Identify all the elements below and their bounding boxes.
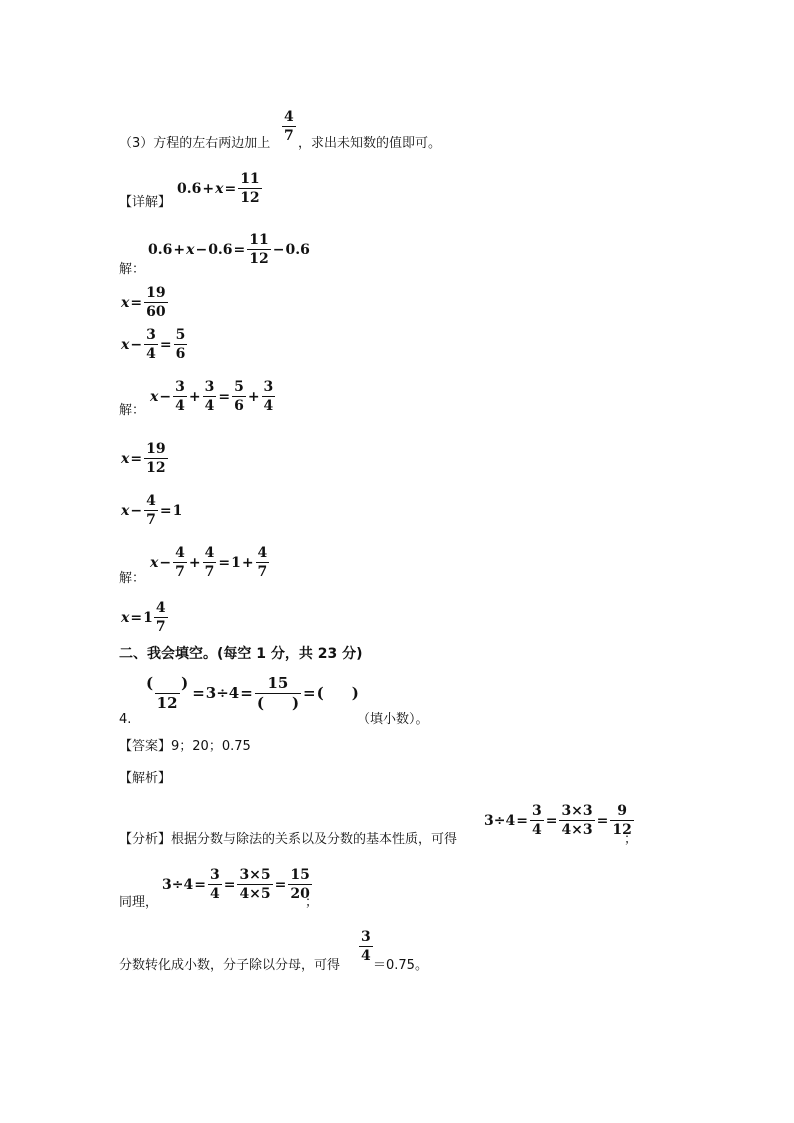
- equation-3-step: x − $\frac{4}{7}$ + $\frac{4}{7}$ = 1 + $\frac{4}{7}$: [150, 545, 268, 580]
- q4-equation: $\frac{( )}{12}$ = 3÷4 = $\frac{15}{( )}$ = ( ): [146, 674, 359, 712]
- equation-1-step: 0.6 + x − 0.6 = $\frac{11}{12}$ − 0.6: [148, 232, 310, 267]
- detail-label: 【详解】: [119, 195, 172, 210]
- equation-3-result: x = 1 $\frac{4}{7}$: [121, 600, 166, 635]
- equation-3: x − $\frac{4}{7}$ = 1: [121, 493, 183, 528]
- semicolon-2: ；: [305, 895, 319, 910]
- answer-label: 【答案】9；20；0.75: [119, 739, 251, 754]
- analysis-label: 【解析】: [119, 771, 172, 786]
- section-two-heading: 二、我会填空。(每空 1 分，共 23 分): [119, 646, 363, 662]
- equation-2: x − $\frac{3}{4}$ = $\frac{5}{6}$: [121, 327, 186, 362]
- analysis-equation-2: 3÷4 = $\frac{3}{4}$ = $\frac{3\times 5}{4\times 5}$ = $\frac{15}{20}$: [162, 867, 310, 902]
- semicolon-1: ；: [624, 832, 638, 847]
- equation-1-result: x = $\frac{19}{60}$: [121, 285, 166, 320]
- step3-prefix: （3）方程的左右两边加上: [119, 136, 271, 151]
- equation-2-result: x = $\frac{19}{12}$: [121, 441, 166, 476]
- step3-fraction: $\frac{4}{7}$: [284, 109, 294, 144]
- q4-note: （填小数）。: [357, 712, 429, 727]
- q4-number: 4.: [119, 712, 132, 727]
- decimal-text: 分数转化成小数，分子除以分母，可得: [119, 958, 341, 973]
- equation-2-step: x − $\frac{3}{4}$ + $\frac{3}{4}$ = $\frac{5}{6}$ + $\frac{3}{4}$: [150, 379, 274, 414]
- decimal-result: ＝0.75。: [373, 958, 428, 973]
- solve-label-1: 解：: [119, 262, 146, 277]
- equation-1: 0.6 + x = $\frac{11}{12}$: [177, 171, 260, 206]
- analysis-equation-1: 3÷4 = $\frac{3}{4}$ = $\frac{3\times 3}{4\times 3}$ = $\frac{9}{12}$: [484, 803, 632, 838]
- solve-label-2: 解：: [119, 403, 146, 418]
- analysis-text: 【分析】根据分数与除法的关系以及分数的基本性质，可得: [119, 832, 458, 847]
- similarly-text: 同理，: [119, 895, 159, 910]
- step3-suffix: ，求出未知数的值即可。: [298, 136, 442, 151]
- solve-label-3: 解：: [119, 571, 146, 586]
- analysis-fraction-3: $\frac{3}{4}$: [361, 929, 371, 964]
